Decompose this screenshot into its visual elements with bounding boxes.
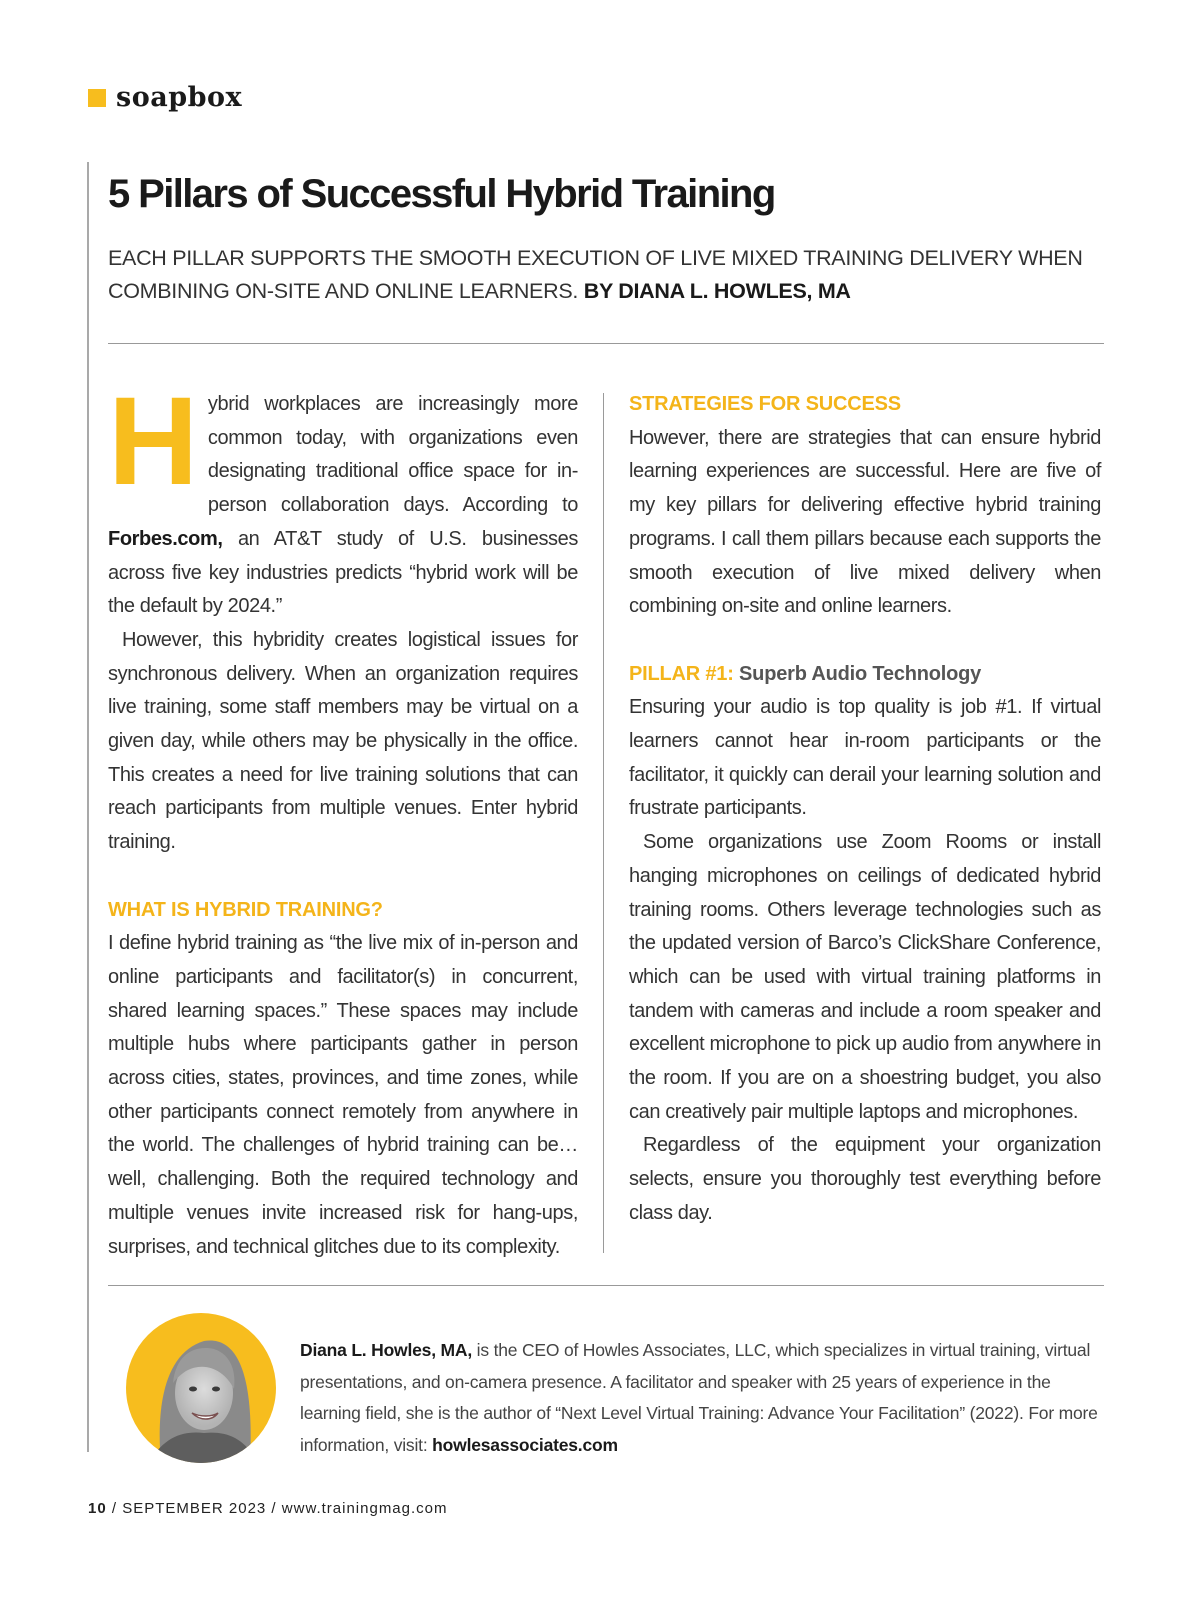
yellow-square-icon xyxy=(88,89,106,107)
section-tag xyxy=(88,82,242,113)
paragraph-definition: I define hybrid training as “the live mix of in-person and online participants and facilitator(s) in concurrent, shared learning spaces.” These spaces may include multiple hubs where participants gather in person across cities, states, provinces, and time zones, while other participants connect remotely from anywhere in the world. The challenges of hybrid training can be… well, challenging. Both the required technology and multiple venues invite increased risk for hang-ups, surprises, and technical glitches due to its complexity. xyxy=(108,932,578,1258)
paragraph-zoom-rooms: Some organizations use Zoom Rooms or install hanging microphones on ceilings of dedicated hybrid training rooms. Others leverage technologies such as the updated version of Barco’s ClickShare Conference, which can be used with virtual training platforms in tandem with cameras and include a room speaker and excellent microphone to pick up audio from anywhere in the room. If you are on a shoestring budget, you also can creatively pair multiple laptops and microphones. xyxy=(629,831,1102,1123)
intro-paragraph xyxy=(108,372,578,624)
footer-separator: / xyxy=(106,1500,123,1517)
dek-text: EACH PILLAR SUPPORTS THE SMOOTH EXECUTION OF LIVE MIXED TRAINING DELIVERY WHEN COMBINING ON-SITE AND ONLINE LEARNERS. xyxy=(108,246,1083,303)
author-portrait-icon xyxy=(126,1313,276,1463)
bottom-divider xyxy=(108,1285,1104,1286)
paragraph-strategies: However, there are strategies that can ensure hybrid learning experiences are successful. Here are five of my key pillars for delivering effective hybrid training programs. I call them pillars because each supports the smooth execution of live mixed delivery when combining on-site and online learners. xyxy=(629,426,1101,618)
paragraph-equipment: Regardless of the equipment your organization selects, ensure you thoroughly test everything before class day. xyxy=(629,1134,1101,1224)
issue-date: SEPTEMBER 2023 xyxy=(122,1500,267,1517)
pillar-title: Superb Audio Technology xyxy=(739,662,982,685)
intro-text-2: an AT&T study of U.S. businesses across five key industries predicts “hybrid work will be the default by 2024.” xyxy=(108,527,578,618)
paragraph-hybridity: However, this hybridity creates logistical issues for synchronous delivery. When an organization requires live training, some staff members may be virtual on a given day, while others may be physically in the office. This creates a need for live training solutions that can reach participants from multiple venues. Enter hybrid training. xyxy=(108,628,578,854)
article-dek xyxy=(108,242,1108,308)
section-label: soapbox xyxy=(116,82,243,113)
footer-website[interactable]: www.trainingmag.com xyxy=(281,1500,448,1517)
page-number: 10 xyxy=(88,1500,107,1517)
left-column xyxy=(108,372,578,1264)
paragraph-audio: Ensuring your audio is top quality is job #1. If virtual learners cannot hear in-room participants or the facilitator, it quickly can derail your learning solution and frustrate participants. xyxy=(629,696,1101,820)
article-title: 5 Pillars of Successful Hybrid Training xyxy=(108,172,775,216)
forbes-link[interactable]: Forbes.com, xyxy=(108,527,223,550)
heading-strategies: STRATEGIES FOR SUCCESS xyxy=(629,393,901,415)
bio-body: is the CEO of Howles Associates, LLC, which specializes in virtual training, virtual presentations, and on-camera presence. A facilitator and speaker with 25 years of experience in the learning field, she is the author of “Next Level Virtual Training: Advance Your Facilitation” (2022). For more information, visit: xyxy=(300,1340,1098,1455)
page-footer xyxy=(88,1500,448,1517)
footer-separator: / xyxy=(266,1500,282,1517)
intro-text-1: ybrid workplaces are increasingly more common today, with organizations even designating traditional office space for in-person collaboration days. According to xyxy=(207,393,578,517)
byline: BY DIANA L. HOWLES, MA xyxy=(583,279,851,303)
heading-pillar-1 xyxy=(629,658,1101,692)
top-divider xyxy=(108,343,1104,344)
column-divider xyxy=(603,393,604,1253)
left-vertical-rule xyxy=(87,162,89,1452)
pillar-label: PILLAR #1: xyxy=(629,662,734,685)
author-bio xyxy=(300,1335,1100,1461)
author-website-link[interactable]: howlesassociates.com xyxy=(432,1434,618,1455)
author-name: Diana L. Howles, MA, xyxy=(300,1340,472,1360)
author-portrait xyxy=(126,1313,276,1463)
right-column xyxy=(629,388,1101,1231)
heading-what-is-hybrid: WHAT IS HYBRID TRAINING? xyxy=(108,898,383,921)
dropcap: H xyxy=(108,372,198,511)
